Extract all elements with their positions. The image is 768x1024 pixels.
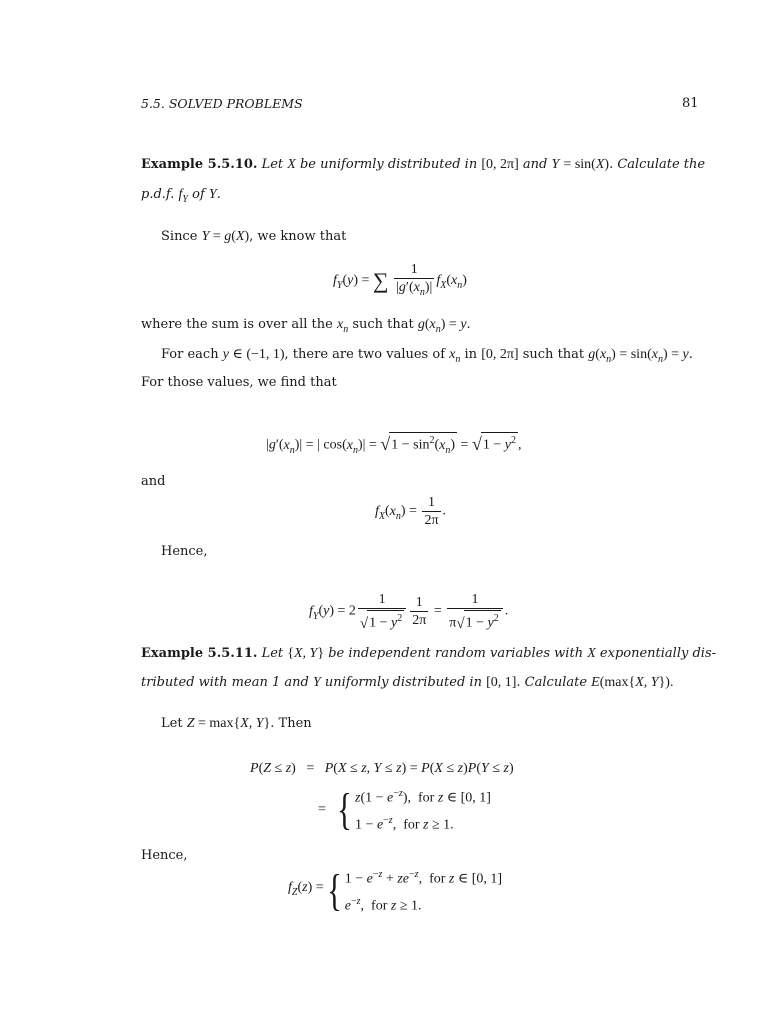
text: For each [161, 347, 219, 362]
example-5-5-10-statement-line2: p.d.f. $f_Y$ of Y. [141, 187, 221, 205]
equation-fy-sum: $f_Y(y)$ = ∑ $\frac{1}{|g'(x_n)|}$ $f_X(x_n)$ [333, 262, 467, 298]
where-sum-line: where the sum is over all the $x_n$ such that $g(x_n) = y$. [141, 317, 471, 335]
example-5-5-11-statement-line2: tributed with mean 1 and Y uniformly distributed in [0, 1]. Calculate E(max{X, Y}). [141, 675, 674, 690]
text: . Calculate [516, 675, 588, 690]
text: be uniformly distributed in [299, 157, 478, 172]
text: , there are two values of [284, 347, 446, 362]
text: for [429, 871, 446, 887]
example-label: Example 5.5.11. [141, 646, 258, 661]
text: . Calculate the [609, 157, 706, 172]
text: uniformly distributed in [324, 675, 482, 690]
text: , we know that [249, 229, 347, 244]
text: Let [161, 716, 183, 731]
equation-pz-line1: P(Z ≤ z) = P(X ≤ z, Y ≤ z) = P(X ≤ z)P(Y ≤ z) [250, 761, 514, 776]
for-those-line: For those values, we find that [141, 375, 337, 390]
hence-line-2: Hence, [141, 848, 188, 863]
let-z-line: Let Z = max{X, Y}. Then [161, 716, 312, 731]
text: tributed with mean 1 and [141, 675, 309, 690]
example-label: Example 5.5.10. [141, 157, 258, 172]
text: be independent random variables with [328, 646, 584, 661]
text: in [464, 347, 478, 362]
text: of [192, 187, 205, 202]
running-header-section: 5.5. SOLVED PROBLEMS [141, 96, 303, 111]
text: exponentially dis- [599, 646, 717, 661]
for-each-line: For each y ∈ (−1, 1), there are two values of $x_n$ in [0, 2π] such that $g(x_n) = \sin(x_n) = y$. [161, 347, 693, 365]
equation-gprime: $|g'(x_n)|$ = | $\cos(x_n)| = √1 - \sin^2(x_n) = √1 - y^2$ , [266, 433, 522, 456]
equation-fx: $f_X(x_n)$ = $\frac{1}{2\pi}$ . [375, 495, 447, 528]
and-line: and [141, 474, 166, 489]
text: . Then [270, 716, 312, 731]
text: for [417, 790, 435, 806]
text: Let [261, 157, 284, 172]
equation-pz-cases: = { $z(1 - e^{-z})$, for z ∈ [0, 1] $1 - e^{-z}$, for z ≥ 1. [318, 784, 491, 834]
hence-line-1: Hence, [161, 544, 208, 559]
equation-fz-cases: $f_Z(z)$ ={ $1 - e^{-z} + ze^{-z}$, for z ∈ [0, 1] $e^{-z}$, for z ≥ 1. [288, 865, 503, 915]
text: and [522, 157, 548, 172]
page-number: 81 [682, 96, 699, 111]
example-5-5-11-statement-line1: Example 5.5.11. Let {X, Y} be independent random variables with X exponentially dis- [141, 646, 717, 661]
since-line: Since Y = g(X), we know that [161, 229, 347, 244]
text: such that [352, 317, 414, 332]
example-5-5-10-statement-line1: Example 5.5.10. Let X be uniformly distributed in [0, 2π] and Y = sin(X). Calculate the [141, 157, 706, 172]
text: Since [161, 229, 198, 244]
equation-fy-result: $f_Y(y) = 2$ $\frac{1}{√1 - y^2}$ $\frac{1}{2\pi}$ = $\frac{1}{\pi√1 - y^2}$ . [309, 592, 509, 632]
text: such that [522, 347, 585, 362]
text: for [371, 898, 388, 914]
text: for [403, 817, 420, 833]
text: where the sum is over all the [141, 317, 333, 332]
text: p.d.f. [141, 187, 175, 202]
